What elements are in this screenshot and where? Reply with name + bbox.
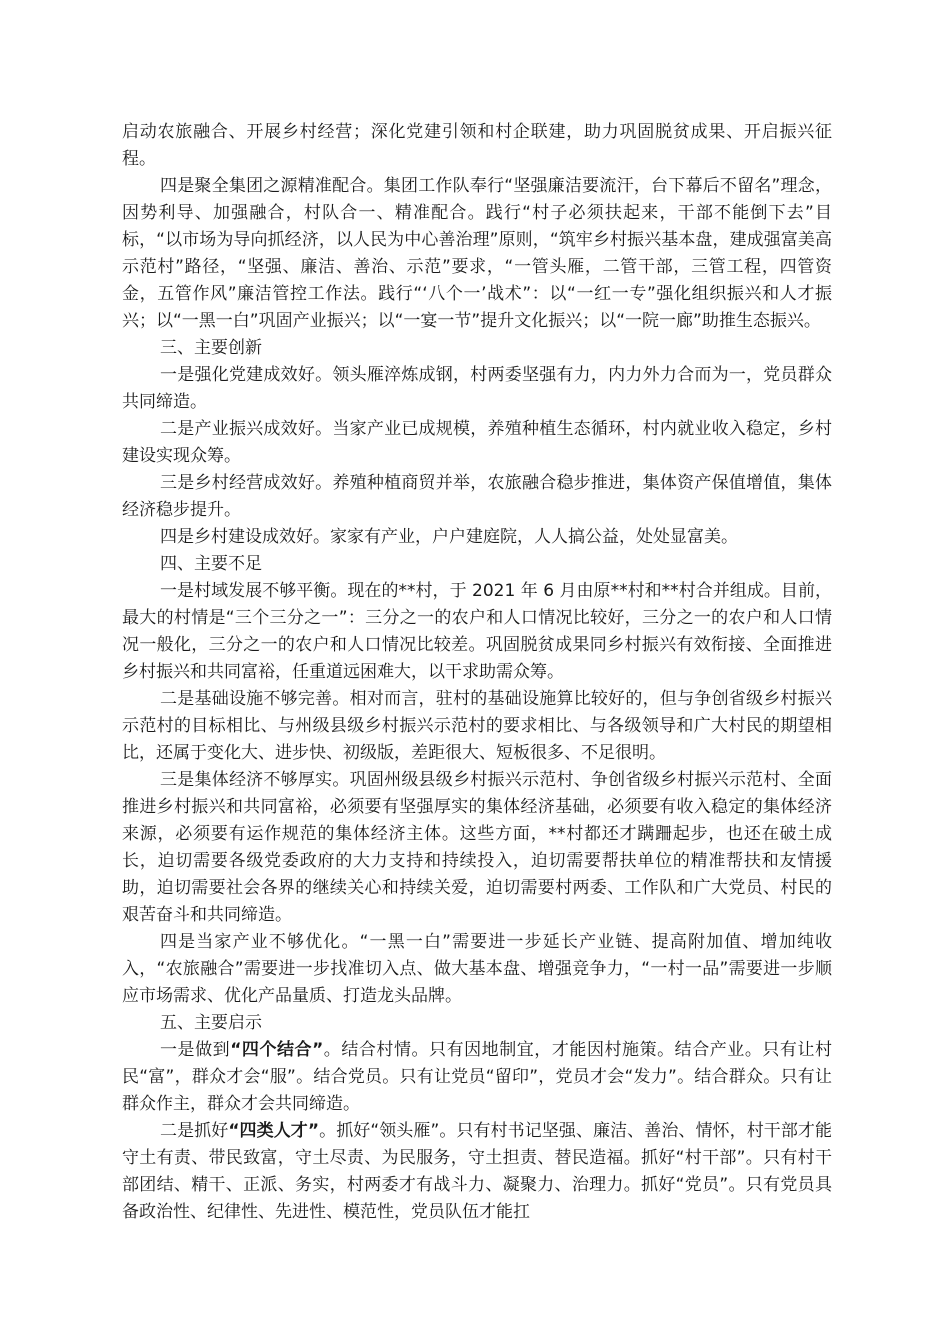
insight-1-body: 。结合村情。只有因地制宜，才能因村施策。结合产业。只有让村民“富”，群众才会“服”。结合党员。只有让党员“留印”，党员才会“发力”。结合群众。只有让群众作主，群众才会共同缔造。 [122, 1040, 833, 1114]
section-heading-innovation: 三、主要创新 [160, 338, 262, 358]
section-heading-shortcomings: 四、主要不足 [160, 554, 262, 574]
paragraph-insight-2 [122, 1118, 832, 1226]
insight-1-lead-bold: “四个结合” [230, 1040, 324, 1060]
insight-2-body: 。抓好“领头雁”。只有村书记坚强、廉洁、善治、情怀，村干部才能守土有责、带民致富，守土尽责、为民服务，守土担责、替民造福。抓好“村干部”。只有村干部团结、精干、正派、务实，村两委才有战斗力、凝聚力、治理力。抓好“党员”。只有党员具备政治性、纪律性、先进性、模范性，党员队伍才能扛 [122, 1121, 832, 1222]
paragraph-continuation: 启动农旅融合、开展乡村经营；深化党建引领和村企联建，助力巩固脱贫成果、开启振兴征程。 [122, 122, 832, 169]
paragraph-shortcoming-4: 四是当家产业不够优化。“一黑一白”需要进一步延长产业链、提高附加值、增加纯收入，“农旅融合”需要进一步找准切入点、做大基本盘、增强竞争力，“一村一品”需要进一步顺应市场需求、优化产品量质、打造龙头品牌。 [122, 932, 832, 1006]
insight-2-lead: 二是抓好 [160, 1121, 229, 1141]
paragraph-innovation-1: 一是强化党建成效好。领头雁淬炼成钢，村两委坚强有力，内力外力合而为一，党员群众共同缔造。 [122, 365, 832, 412]
section-heading-insights: 五、主要启示 [160, 1013, 262, 1033]
document-page [122, 119, 832, 1226]
paragraph-innovation-3: 三是乡村经营成效好。养殖种植商贸并举，农旅融合稳步推进，集体资产保值增值，集体经济稳步提升。 [122, 473, 832, 520]
paragraph-shortcoming-1: 一是村域发展不够平衡。现在的**村，于 2021 年 6 月由原**村和**村合并组成。目前，最大的村情是“三个三分之一”：三分之一的农户和人口情况比较好，三分之一的农户和人口情况一般化，三分之一的农户和人口情况比较差。巩固脱贫成果同乡村振兴有效衔接、全面推进乡村振兴和共同富裕，任重道远困难大，以干求助需众筹。 [122, 581, 832, 682]
paragraph-innovation-4: 四是乡村建设成效好。家家有产业，户户建庭院，人人搞公益，处处显富美。 [160, 527, 738, 547]
insight-2-lead-bold: “四类人才” [228, 1121, 320, 1141]
paragraph-insight-1 [122, 1037, 832, 1118]
insight-1-lead: 一是做到 [160, 1040, 231, 1060]
paragraph-shortcoming-2: 二是基础设施不够完善。相对而言，驻村的基础设施算比较好的，但与争创省级乡村振兴示范村的目标相比、与州级县级乡村振兴示范村的要求相比、与各级领导和广大村民的期望相比，还属于变化大、进步快、初级版，差距很大、短板很多、不足很明。 [122, 689, 832, 763]
paragraph-shortcoming-3: 三是集体经济不够厚实。巩固州级县级乡村振兴示范村、争创省级乡村振兴示范村、全面推进乡村振兴和共同富裕，必须要有坚强厚实的集体经济基础，必须要有收入稳定的集体经济来源，必须要有运作规范的集体经济主体。这些方面，**村都还才蹒跚起步，也还在破土成长，迫切需要各级党委政府的大力支持和持续投入，迫切需要帮扶单位的精准帮扶和友情援助，迫切需要社会各界的继续关心和持续关爱，迫切需要村两委、工作队和广大党员、村民的艰苦奋斗和共同缔造。 [122, 770, 832, 925]
paragraph-fourth-point: 四是聚全集团之源精准配合。集团工作队奉行“坚强廉洁要流汗，台下幕后不留名”理念，因势利导、加强融合，村队合一、精准配合。践行“村子必须扶起来，干部不能倒下去”目标，“以市场为导向抓经济，以人民为中心善治理”原则，“筑牢乡村振兴基本盘，建成强富美高示范村”路径，“坚强、廉洁、善治、示范”要求，“一管头雁，二管干部，三管工程，四管资金，五管作风”廉洁管控工作法。践行“‘八个一’战术”：以“一红一专”强化组织振兴和人才振兴；以“一黑一白”巩固产业振兴；以“一宴一节”提升文化振兴；以“一院一廊”助推生态振兴。 [122, 176, 832, 331]
paragraph-innovation-2: 二是产业振兴成效好。当家产业已成规模，养殖种植生态循环，村内就业收入稳定，乡村建设实现众筹。 [122, 419, 832, 466]
